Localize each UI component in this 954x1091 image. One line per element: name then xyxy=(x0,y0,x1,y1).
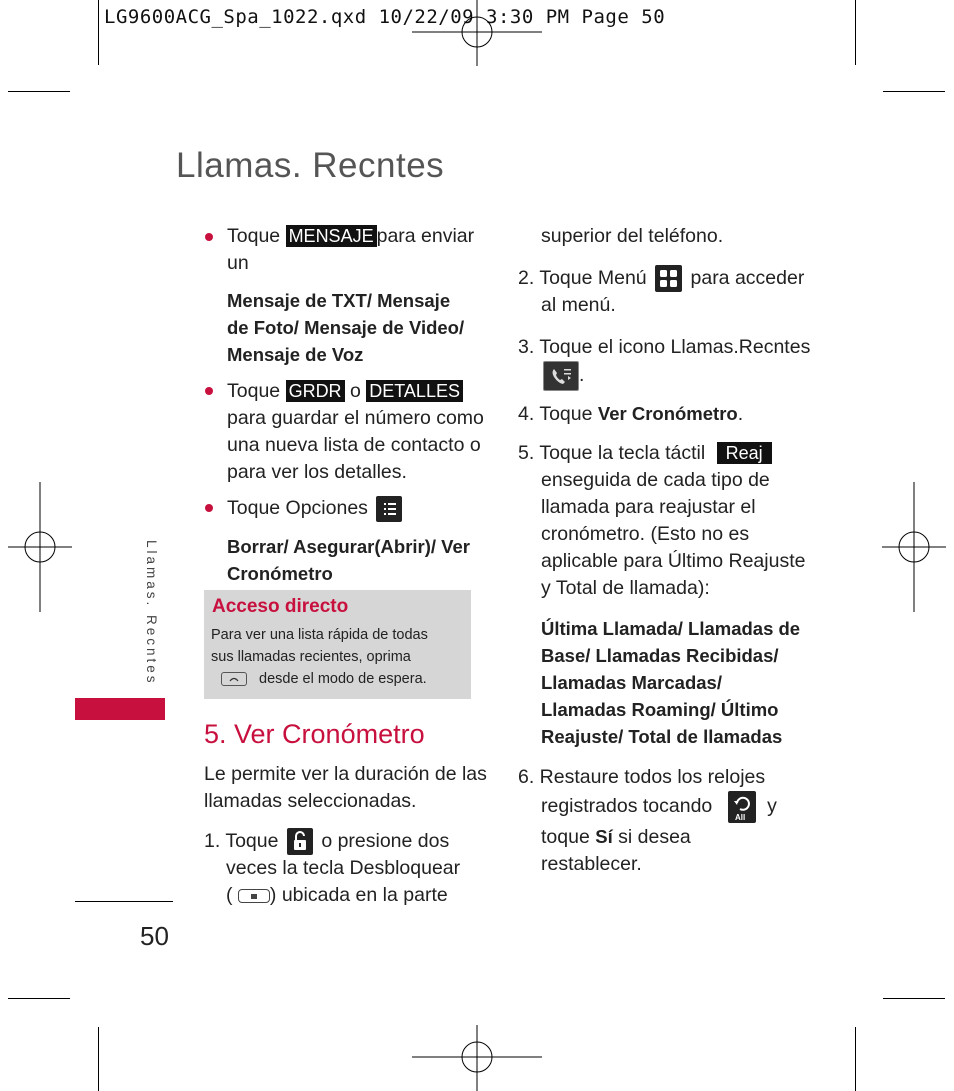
print-slug: LG9600ACG_Spa_1022.qxd 10/22/09 3:30 PM Page 50 xyxy=(104,6,666,28)
bold-line: Mensaje de Voz xyxy=(227,344,364,365)
step-6-line2-text: registrados tocando xyxy=(541,795,713,818)
text-line: llamada para reajustar el xyxy=(541,496,756,518)
step-6 xyxy=(518,764,777,878)
text-line: y Total de llamada): xyxy=(541,577,710,599)
bullet-1 xyxy=(227,223,474,250)
bullet-1-options xyxy=(227,287,464,368)
footer-rule xyxy=(75,901,173,902)
text-line: para guardar el número como xyxy=(227,407,484,429)
side-tab-label: Llamas. Recntes xyxy=(144,540,159,686)
step-3-period: . xyxy=(579,364,585,387)
step-4-bold: Ver Cronómetro xyxy=(597,403,738,424)
step-1-line2: veces la tecla Desbloquear xyxy=(226,857,461,880)
bullet-2-pre: Toque xyxy=(227,380,281,402)
step-2-line2: al menú. xyxy=(541,294,616,317)
note-line: sus llamadas recientes, oprima xyxy=(211,649,411,665)
crop-mark xyxy=(8,998,70,999)
text-line: Le permite ver la duración de las xyxy=(204,763,487,785)
step-5 xyxy=(518,440,805,602)
reset-all-icon[interactable] xyxy=(728,791,756,823)
step-6-line2 xyxy=(518,791,777,823)
reaj-key[interactable]: Reaj xyxy=(717,442,772,464)
note-line-last xyxy=(211,668,428,690)
text-line: aplicable para Último Reajuste xyxy=(541,550,806,572)
step-3-line2 xyxy=(518,361,810,391)
bullet-1-pre: Toque xyxy=(227,225,281,247)
bullet-1-post: para enviar xyxy=(376,225,475,247)
step-1-pre: 1. Toque xyxy=(204,830,279,852)
crop-mark xyxy=(855,0,856,65)
text-line: llamadas seleccionadas. xyxy=(204,790,417,812)
step-1-line3 xyxy=(204,882,460,909)
options-list-icon[interactable] xyxy=(376,496,402,522)
step-2-post: para acceder xyxy=(690,267,805,289)
note-line: Para ver una lista rápida de todas xyxy=(211,627,428,643)
step-1-post: o presione dos xyxy=(321,830,450,852)
step-4-pre: 4. Toque xyxy=(518,403,593,425)
side-tab xyxy=(137,540,163,690)
unlock-icon[interactable] xyxy=(287,828,313,855)
bold-line: Base/ Llamadas Recibidas/ xyxy=(541,645,779,666)
text-line: para ver los detalles. xyxy=(227,461,407,483)
bullet-3-options xyxy=(227,533,470,587)
step-1-continued: superior del teléfono. xyxy=(541,225,724,247)
registration-mark-top xyxy=(412,0,542,70)
mensaje-key[interactable]: MENSAJE xyxy=(286,225,377,247)
unlock-key-icon xyxy=(238,889,270,903)
bold-line: Última Llamada/ Llamadas de xyxy=(541,618,801,639)
side-tab-marker xyxy=(75,698,165,720)
bold-line: Borrar/ Asegurar(Abrir)/ Ver xyxy=(227,536,470,557)
step-6-line2-post: y xyxy=(767,795,777,818)
section-heading: 5. Ver Cronómetro xyxy=(204,719,425,749)
step-4-post: . xyxy=(737,403,744,425)
step-6-line3-bold: Sí xyxy=(595,826,613,847)
step-5-pre: 5. Toque la tecla táctil xyxy=(518,442,706,464)
step-6-line1: 6. Restaure todos los relojes xyxy=(518,766,766,788)
bold-line: Mensaje de TXT/ Mensaje xyxy=(227,290,451,311)
bullet-2-mid: o xyxy=(349,380,361,402)
step-2-pre: 2. Toque Menú xyxy=(518,267,647,289)
crop-mark xyxy=(855,1027,856,1091)
paren-open: ( xyxy=(226,884,233,907)
bold-line: Llamadas Roaming/ Último xyxy=(541,699,779,720)
bullet-1-cont: un xyxy=(227,252,249,274)
page-title: Llamas. Recntes xyxy=(176,146,445,185)
registration-mark-bottom xyxy=(412,1025,542,1091)
crop-mark xyxy=(98,1027,99,1091)
note-title: Acceso directo xyxy=(212,596,349,617)
step-1 xyxy=(204,828,460,909)
note-last-text: desde el modo de espera. xyxy=(259,671,427,687)
step-4 xyxy=(518,400,743,428)
bullet-2-text xyxy=(227,405,484,486)
registration-mark-left xyxy=(8,482,72,612)
step-3-line1: 3. Toque el icono Llamas.Recntes xyxy=(518,336,811,358)
bullet xyxy=(205,387,213,395)
step-6-line3 xyxy=(518,823,777,851)
grdr-key[interactable]: GRDR xyxy=(286,380,345,402)
bullet-3 xyxy=(227,495,402,522)
crop-mark xyxy=(8,91,70,92)
bold-line: de Foto/ Mensaje de Video/ xyxy=(227,317,465,338)
bold-line: Cronómetro xyxy=(227,563,333,584)
registration-mark-right xyxy=(882,482,946,612)
step-2 xyxy=(518,265,804,319)
text-line: enseguida de cada tipo de xyxy=(541,469,770,491)
step-5-line1 xyxy=(518,440,805,467)
text-line: una nueva lista de contacto o xyxy=(227,434,481,456)
crop-mark xyxy=(883,91,945,92)
recent-calls-icon[interactable] xyxy=(543,361,579,391)
bullet xyxy=(205,233,213,241)
crop-mark xyxy=(883,998,945,999)
step-6-line4: restablecer. xyxy=(541,853,642,875)
detalles-key[interactable]: DETALLES xyxy=(366,380,463,402)
step-2-line1 xyxy=(518,265,804,292)
step-5-body xyxy=(518,467,805,602)
bold-line: Llamadas Marcadas/ xyxy=(541,672,722,693)
step-6-line3-pre: toque xyxy=(541,826,590,848)
bullet-3-text: Toque Opciones xyxy=(227,497,368,519)
step-5-options xyxy=(541,615,800,750)
bold-line: Reajuste/ Total de llamadas xyxy=(541,726,783,747)
page-number: 50 xyxy=(140,921,169,951)
step-1-line1 xyxy=(204,828,460,855)
section-intro xyxy=(204,761,487,815)
bullet-2 xyxy=(227,378,463,405)
step-6-line3-post: si desea xyxy=(618,826,691,848)
note-text xyxy=(211,624,428,690)
send-key-icon xyxy=(221,672,247,686)
bullet xyxy=(205,504,213,512)
reset-all-label: All xyxy=(734,813,745,822)
crop-mark xyxy=(98,0,99,65)
step-3 xyxy=(518,334,810,391)
text-line: cronómetro. (Esto no es xyxy=(541,523,750,545)
menu-grid-icon[interactable] xyxy=(655,265,682,292)
step-1-post3: ) ubicada en la parte xyxy=(269,884,448,907)
